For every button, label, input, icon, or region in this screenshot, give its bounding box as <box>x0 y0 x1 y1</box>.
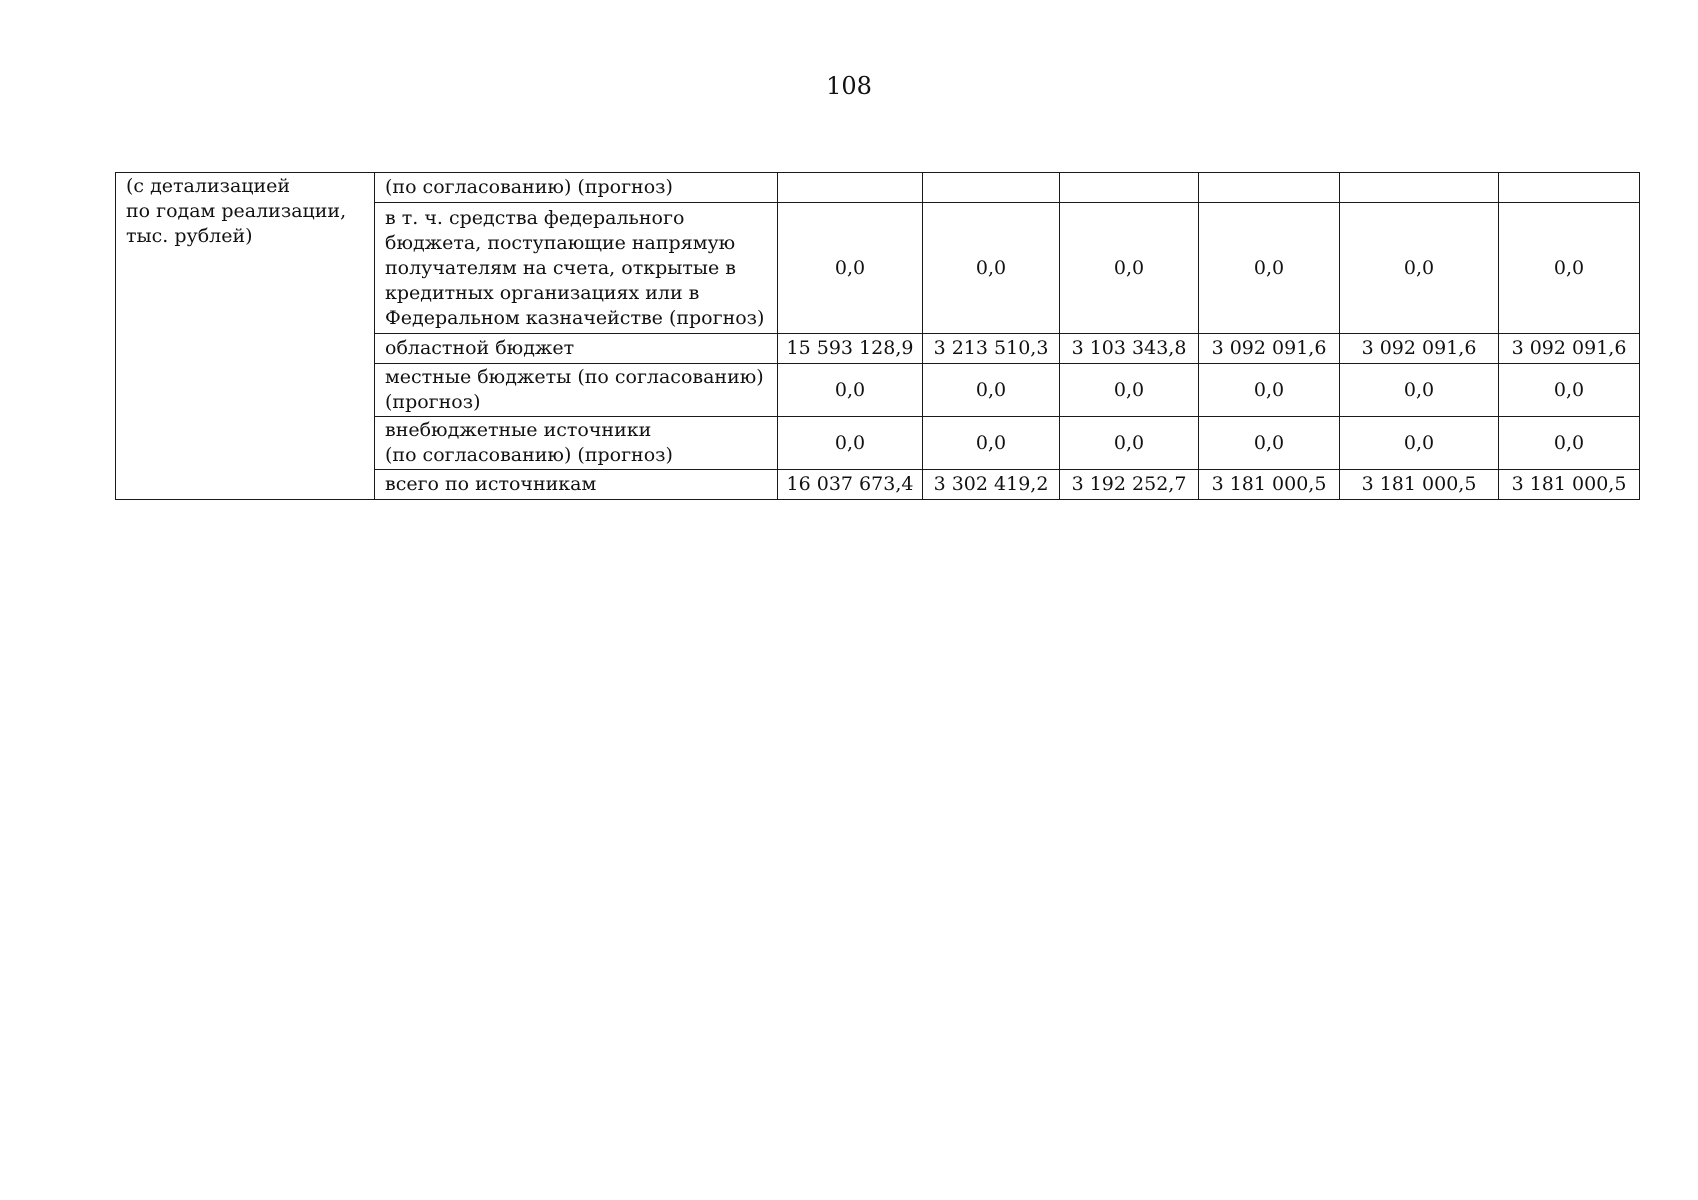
value-cell: 0,0 <box>1199 203 1340 334</box>
value-cell <box>1499 173 1640 203</box>
source-cell: внебюджетные источники (по согласованию) (прогноз) <box>375 417 778 470</box>
value-cell: 0,0 <box>778 364 923 417</box>
source-cell: местные бюджеты (по согласованию) (прогноз) <box>375 364 778 417</box>
value-cell: 0,0 <box>1060 364 1199 417</box>
value-cell: 0,0 <box>778 417 923 470</box>
value-cell <box>778 173 923 203</box>
source-cell: областной бюджет <box>375 334 778 364</box>
value-cell <box>1199 173 1340 203</box>
page-number: 108 <box>826 72 872 100</box>
value-cell: 3 192 252,7 <box>1060 470 1199 500</box>
value-cell: 0,0 <box>778 203 923 334</box>
value-cell: 0,0 <box>923 203 1060 334</box>
value-cell: 0,0 <box>1199 417 1340 470</box>
value-cell: 3 181 000,5 <box>1199 470 1340 500</box>
value-cell: 3 092 091,6 <box>1340 334 1499 364</box>
source-cell: в т. ч. средства федерального бюджета, поступающие напрямую получателям на счета, открытые в кредитных организациях или в Федеральном казначействе (прогноз) <box>375 203 778 334</box>
value-cell: 3 092 091,6 <box>1199 334 1340 364</box>
source-cell: (по согласованию) (прогноз) <box>375 173 778 203</box>
value-cell: 3 103 343,8 <box>1060 334 1199 364</box>
value-cell: 3 181 000,5 <box>1340 470 1499 500</box>
value-cell: 0,0 <box>923 364 1060 417</box>
value-cell <box>923 173 1060 203</box>
value-cell: 15 593 128,9 <box>778 334 923 364</box>
value-cell: 0,0 <box>1060 203 1199 334</box>
value-cell: 3 302 419,2 <box>923 470 1060 500</box>
source-cell: всего по источникам <box>375 470 778 500</box>
value-cell: 0,0 <box>1340 364 1499 417</box>
value-cell: 3 213 510,3 <box>923 334 1060 364</box>
value-cell: 0,0 <box>1340 417 1499 470</box>
value-cell: 0,0 <box>1499 417 1640 470</box>
value-cell: 3 092 091,6 <box>1499 334 1640 364</box>
funding-label: (с детализацией по годам реализации, тыс. рублей) <box>126 175 347 247</box>
value-cell: 0,0 <box>923 417 1060 470</box>
value-cell <box>1060 173 1199 203</box>
value-cell: 0,0 <box>1499 364 1640 417</box>
value-cell: 0,0 <box>1499 203 1640 334</box>
value-cell: 3 181 000,5 <box>1499 470 1640 500</box>
value-cell: 0,0 <box>1060 417 1199 470</box>
value-cell: 0,0 <box>1340 203 1499 334</box>
table-row <box>116 173 1640 203</box>
value-cell: 16 037 673,4 <box>778 470 923 500</box>
budget-table <box>115 172 1640 500</box>
value-cell <box>1340 173 1499 203</box>
value-cell: 0,0 <box>1199 364 1340 417</box>
funding-label-cell <box>116 173 375 500</box>
